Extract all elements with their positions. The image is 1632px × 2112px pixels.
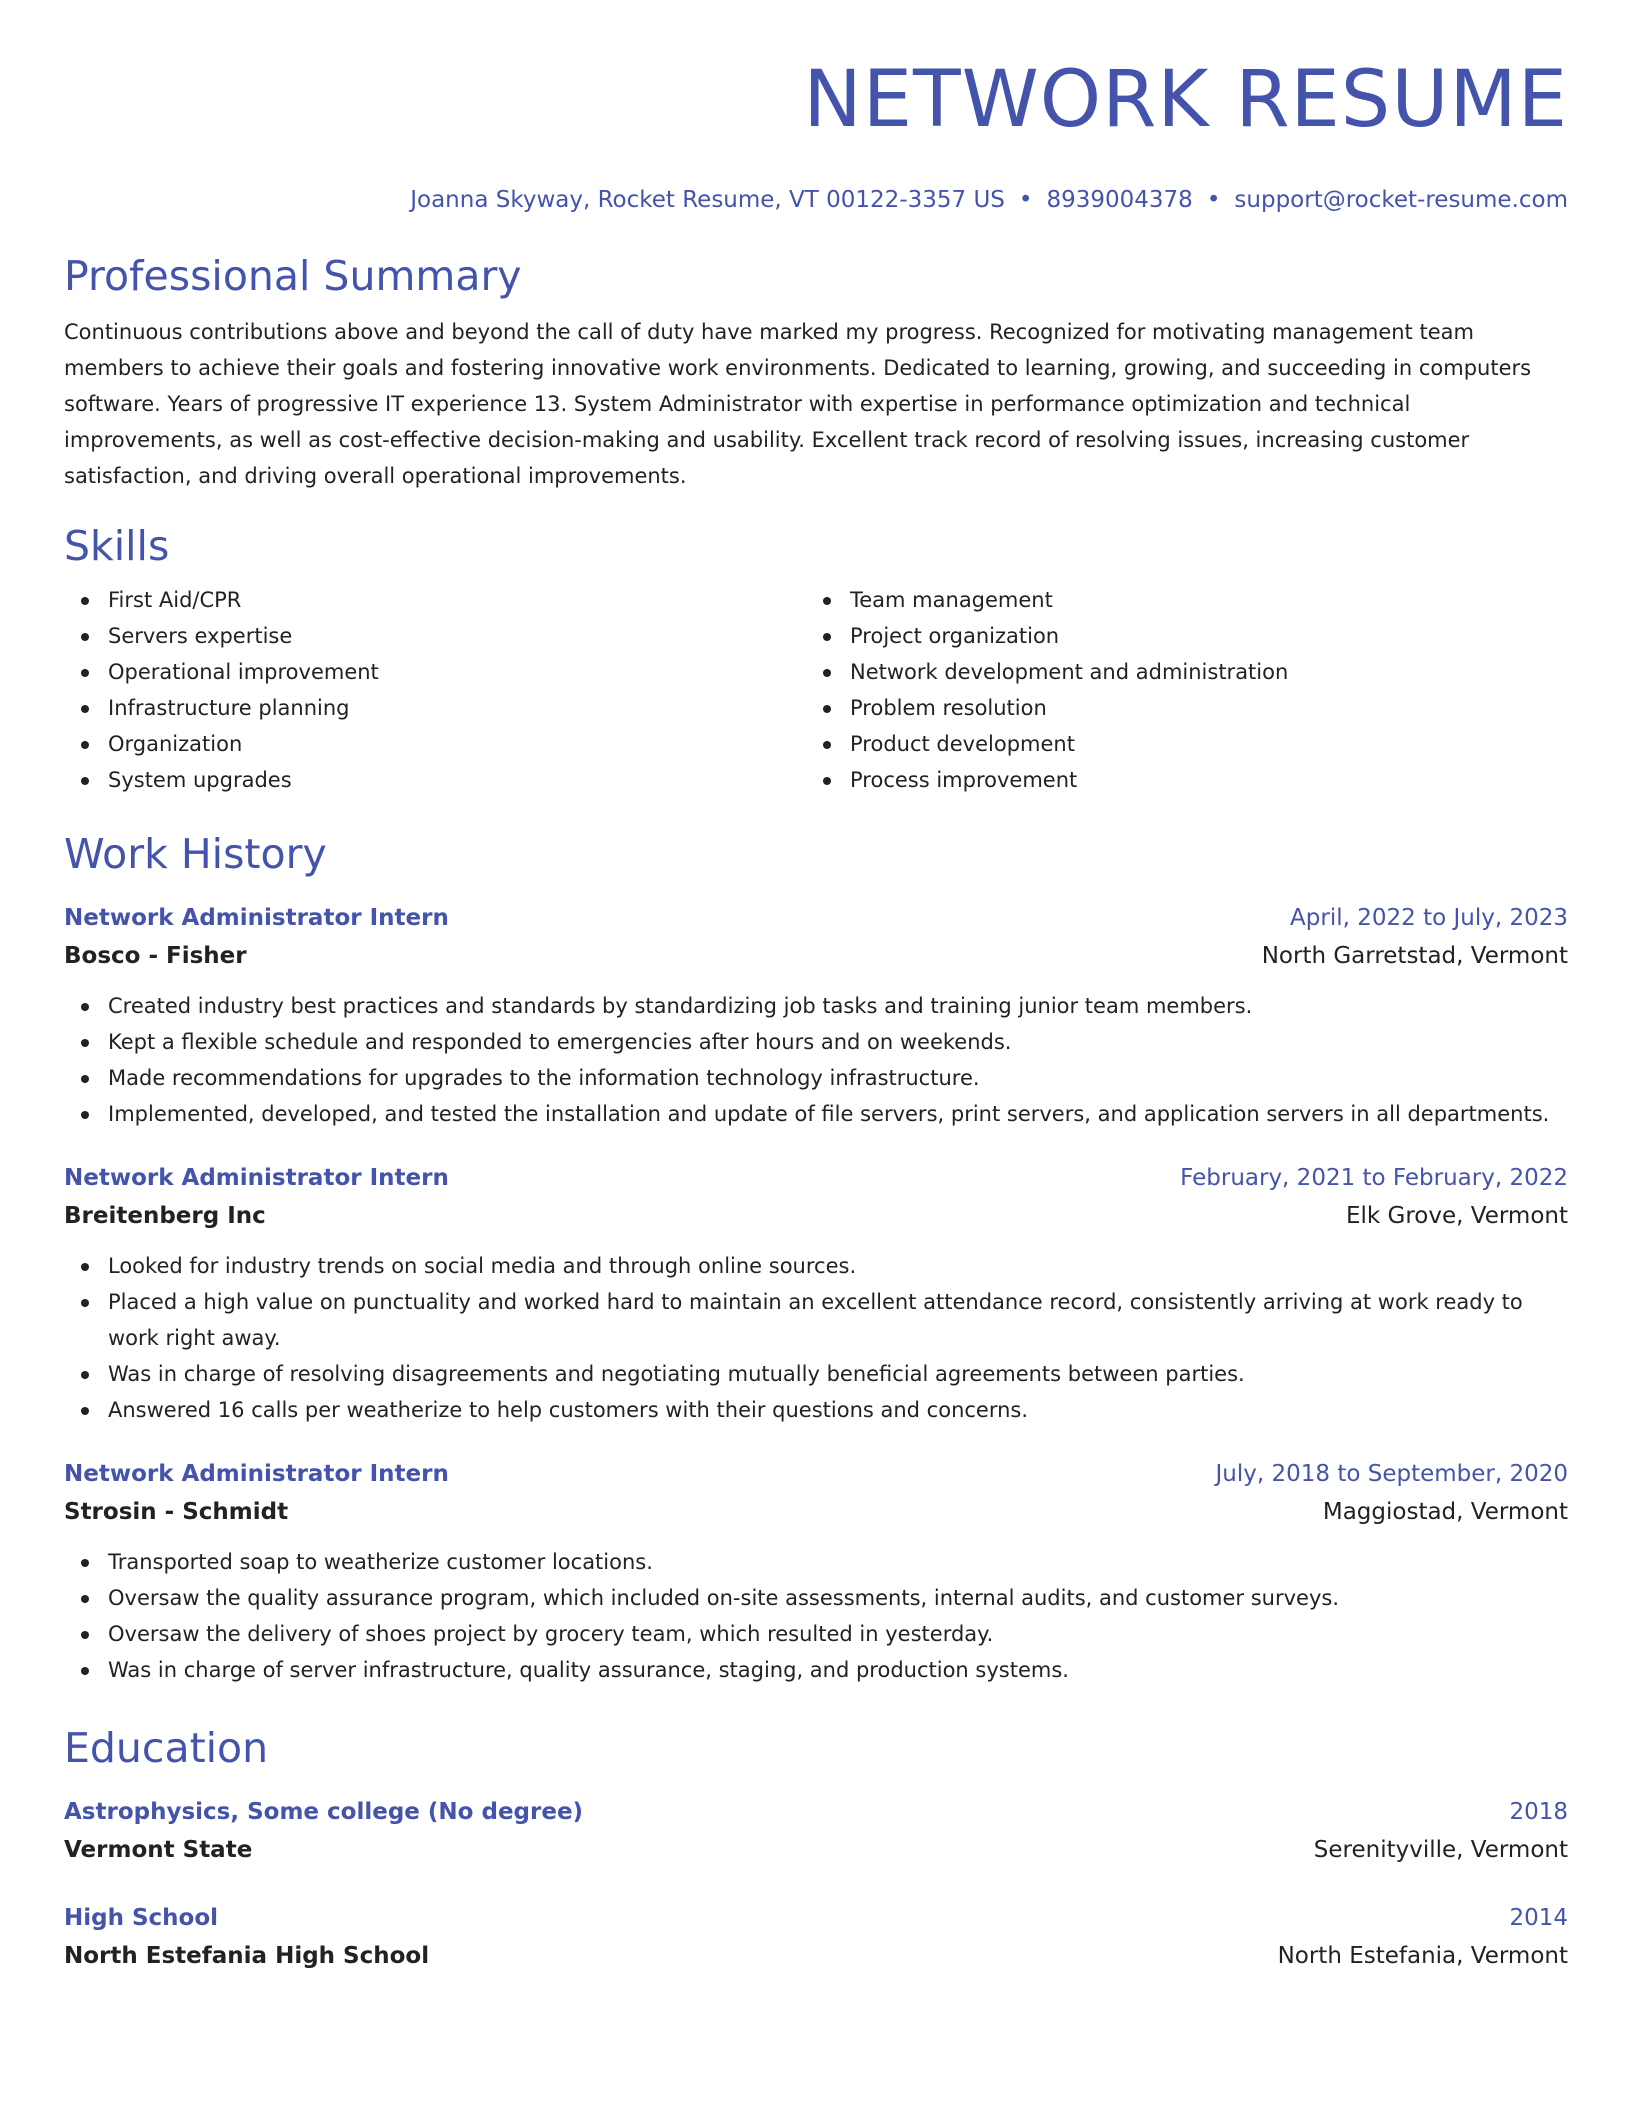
job-title-row: [64, 1160, 1568, 1196]
job-bullets: [64, 988, 1568, 1132]
job-bullet: Placed a high value on punctuality and worked hard to maintain an excellent attendance record, consistently arriving at work ready to work right away.: [108, 1284, 1568, 1356]
education-year: 2018: [1509, 1799, 1568, 1825]
job-bullet: Implemented, developed, and tested the installation and update of file servers, print servers, and application servers in all departments.: [108, 1096, 1568, 1132]
skill-item: Network development and administration: [850, 654, 1548, 690]
job-company-row: [64, 1196, 1568, 1236]
skill-item: Infrastructure planning: [108, 690, 806, 726]
skill-item: Problem resolution: [850, 690, 1548, 726]
education-entry: [64, 1794, 1568, 1870]
job-location: North Garretstad, Vermont: [1261, 943, 1568, 969]
job-bullets: [64, 1248, 1568, 1428]
job-entry: [64, 1160, 1568, 1428]
job-bullet: Looked for industry trends on social media and through online sources.: [108, 1248, 1568, 1284]
contact-line: [64, 184, 1568, 216]
skills-heading: Skills: [64, 522, 170, 570]
job-bullet: Oversaw the quality assurance program, which included on-site assessments, internal audits, and customer surveys.: [108, 1580, 1568, 1616]
skill-item: Project organization: [850, 618, 1548, 654]
education-degree-row: [64, 1900, 1568, 1936]
skill-item: First Aid/CPR: [108, 582, 806, 618]
job-role: Network Administrator Intern: [64, 1461, 449, 1487]
job-dates: July, 2018 to September, 2020: [1215, 1461, 1568, 1487]
education-degree-row: [64, 1794, 1568, 1830]
job-location: Maggiostad, Vermont: [1322, 1499, 1568, 1525]
skill-item: Team management: [850, 582, 1548, 618]
job-role: Network Administrator Intern: [64, 905, 449, 931]
summary-heading: Professional Summary: [64, 252, 522, 300]
education-school-row: [64, 1830, 1568, 1870]
skills-list: [64, 582, 1568, 798]
job-bullet: Made recommendations for upgrades to the information technology infrastructure.: [108, 1060, 1568, 1096]
job-title-row: [64, 900, 1568, 936]
job-bullet: Transported soap to weatherize customer locations.: [108, 1544, 1568, 1580]
education-location: Serenityville, Vermont: [1313, 1837, 1568, 1863]
job-company: Bosco - Fisher: [64, 943, 247, 969]
skill-item: Operational improvement: [108, 654, 806, 690]
skills-column-left: [64, 582, 806, 798]
job-bullet: Created industry best practices and standards by standardizing job tasks and training junior team members.: [108, 988, 1568, 1024]
job-company-row: [64, 936, 1568, 976]
job-dates: April, 2022 to July, 2023: [1290, 905, 1568, 931]
job-bullet: Was in charge of server infrastructure, quality assurance, staging, and production systems.: [108, 1652, 1568, 1688]
job-role: Network Administrator Intern: [64, 1165, 449, 1191]
skill-item: Servers expertise: [108, 618, 806, 654]
job-bullet: Kept a flexible schedule and responded to emergencies after hours and on weekends.: [108, 1024, 1568, 1060]
education-degree: Astrophysics, Some college (No degree): [64, 1799, 584, 1825]
contact-phone: 8939004378: [1046, 187, 1193, 213]
resume-header: [64, 52, 1568, 216]
job-entry: [64, 1456, 1568, 1688]
education-school: Vermont State: [64, 1837, 253, 1863]
education-entry: [64, 1900, 1568, 1976]
work-history-heading: Work History: [64, 830, 327, 878]
education-location: North Estefania, Vermont: [1277, 1943, 1568, 1969]
job-bullet: Answered 16 calls per weatherize to help customers with their questions and concerns.: [108, 1392, 1568, 1428]
skill-item: System upgrades: [108, 762, 806, 798]
skills-column-right: [806, 582, 1548, 798]
job-bullet: Was in charge of resolving disagreements and negotiating mutually beneficial agreements between parties.: [108, 1356, 1568, 1392]
skill-item: Organization: [108, 726, 806, 762]
resume-name: NETWORK RESUME: [803, 55, 1568, 145]
education-degree: High School: [64, 1905, 219, 1931]
job-entry: [64, 900, 1568, 1132]
job-company-row: [64, 1492, 1568, 1532]
summary-text: Continuous contributions above and beyond the call of duty have marked my progress. Recognized for motivating management team members to achieve their goals and fostering innovative work environments. Dedicated to learning, growing, and succeeding in computers software. Years of progressive IT experience 13. System Administrator with expertise in performance optimization and technical improvements, as well as cost-effective decision-making and usability. Excellent track record of resolving issues, increasing customer satisfaction, and driving overall operational improvements.: [64, 320, 1532, 488]
job-bullet: Oversaw the delivery of shoes project by grocery team, which resulted in yesterday.: [108, 1616, 1568, 1652]
contact-separator: •: [1206, 187, 1221, 213]
education-school-row: [64, 1936, 1568, 1976]
education-year: 2014: [1509, 1905, 1568, 1931]
education-school: North Estefania High School: [64, 1943, 430, 1969]
contact-separator: •: [1018, 187, 1033, 213]
contact-address: Joanna Skyway, Rocket Resume, VT 00122-3357 US: [410, 187, 1005, 213]
job-dates: February, 2021 to February, 2022: [1180, 1165, 1568, 1191]
job-title-row: [64, 1456, 1568, 1492]
job-company: Breitenberg Inc: [64, 1203, 266, 1229]
resume-page: [64, 52, 1568, 1976]
skill-item: Process improvement: [850, 762, 1548, 798]
job-company: Strosin - Schmidt: [64, 1499, 289, 1525]
job-location: Elk Grove, Vermont: [1345, 1203, 1568, 1229]
job-bullets: [64, 1544, 1568, 1688]
contact-email: support@rocket-resume.com: [1234, 187, 1568, 213]
skill-item: Product development: [850, 726, 1548, 762]
education-heading: Education: [64, 1724, 269, 1772]
